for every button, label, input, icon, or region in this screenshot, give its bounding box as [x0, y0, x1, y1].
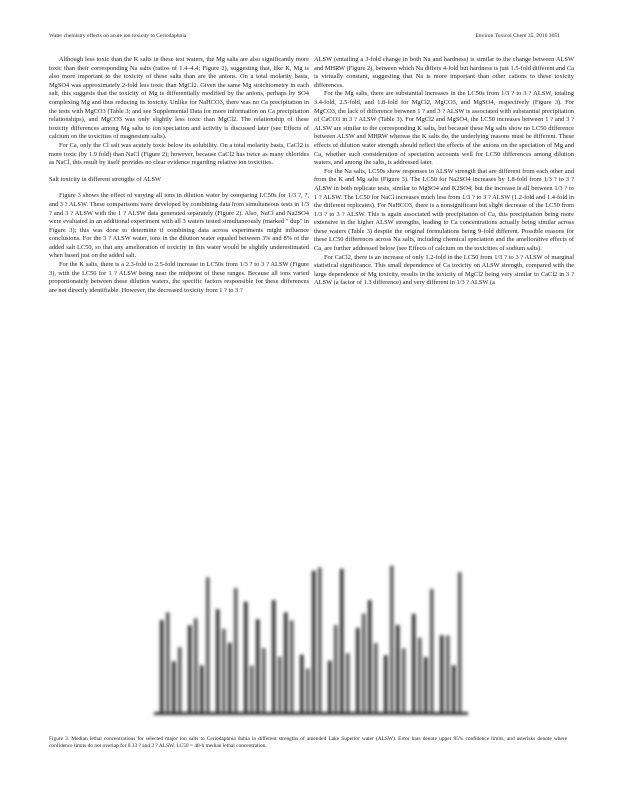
paragraph: For the Mg salts, there are substantial increases in the LC50s from 1/3 ? to 3 ? ALSW, totaling 3.4-fold, 2.5-fold, and 1.8-fold for MgCl2, MgCO3, and MgSO4, respectively (Figure 3). For MgCO3, the lack of difference between 1 ? and 3 ? ALSW is associated with substantial precipitation of CaCO3 in 3 ? ALSW (Table 3). For MgCl2 and MgSO4, the LC50 increases between 1 ? and 3 ? ALSW are similar to the corresponding K salts, but because these Mg salts show no LC50 difference between ALSW and MHRW whereas the K salts do, the underlying reasons must be different. These effects of dilution water strength should reflect the effects of the anions on the speciation of Mg and Ca, whether such consideration of speciation accounts well for LC50 differences among dilution waters, and among the salts, is addressed later.	[314, 90, 574, 167]
right-column	[314, 56, 574, 288]
left-column	[49, 56, 309, 295]
figure-bar-shape	[318, 567, 322, 714]
figure-bar-shape	[194, 618, 198, 714]
figure-bar-shape	[384, 655, 388, 714]
figure-bar-shape	[178, 647, 182, 714]
figure-bar-shape	[430, 589, 434, 714]
paragraph: Figure 3 shows the effect of varying all ions in dilution water by comparing LC50s for 1/3 ?, ?, and 3 ? ALSW. These comparisons were developed by combining data from simultaneous tests in 1/3 ? and 3 ? ALSW with the 1 ? ALSW data generated separately (Figure 2). Also, NaCl and Na2SO4 were evaluated in an additional experiment with all 3 waters tested simultaneously (marked " dup" in Figure 3); this was done to determine if combining data across experiments might influence conclusions. For the 3 ? ALSW water, ions in the dilution water equaled between 3% and 8% of the added salt LC50, so that any amelioration of toxicity in this water would be slightly underestimated when based just on the added salt.	[49, 192, 309, 260]
figure-bar-shape	[234, 588, 238, 714]
figure-bar-shape	[284, 612, 288, 714]
figure-bar-shape	[374, 643, 378, 714]
figure-bar-shape	[250, 666, 254, 714]
figure-bar-shape	[228, 643, 232, 714]
figure-bar-shape	[160, 620, 164, 714]
figure-bar-shape	[206, 577, 210, 714]
figure-bar-shape	[244, 602, 248, 714]
figure-bar-shape	[278, 657, 282, 714]
figure-bar-shape	[306, 668, 310, 714]
running-header-title: Water chemistry effects on acute ion toxicity to Ceriodaphnia	[49, 33, 187, 39]
figure-bar-shape	[200, 665, 204, 714]
figure-bar-shape	[424, 657, 428, 714]
figure-3-chart-image	[150, 546, 472, 720]
figure-bar-shape	[312, 571, 316, 714]
figure-bar-shape	[340, 569, 344, 714]
figure-bar-shape	[458, 572, 462, 714]
figure-bar-shape	[418, 638, 422, 714]
figure-bar-shape	[440, 635, 444, 714]
figure-bar-shape	[216, 609, 220, 714]
figure-caption: Figure 3. Median lethal concentrations for selected major ion salts to Ceriodaphnia dubia in different strengths of amended Lake Superior water (ALSW). Error bars denote upper 95% confidence limits, and asterisks denote where confidence limits do not overlap for 0.33 ? and 3 ? ALSW. LC50 = 48-h median lethal concentration.	[49, 736, 567, 750]
figure-bar-shape	[402, 648, 406, 714]
figure-bar-shape	[412, 614, 416, 714]
paragraph: For Ca, only the Cl salt was acutely toxic below its solubility. On a total molarity basis, CaCl2 is more toxic (by 1.9 fold) than NaCl (Figure 2); however, because CaCl2 has twice as many chlorides as NaCl, this result by itself provides no clear evidence regarding relative ion toxicities.	[49, 141, 309, 167]
figure-bar-shape	[446, 635, 450, 714]
paragraph: Although less toxic than the K salts in these test waters, the Mg salts are also significantly more toxic than their corresponding Na salts (ratios of 1.4–4.4; Figure 2), suggesting that, like K, Mg is also more important to the toxicity of these salts than are the anions. On a total molarity basis, MgSO4 was approximately 2-fold less toxic than MgCl2. Given the same Mg stoichiometry in each salt, this suggests that the toxicity of Mg is differentially modified by the anions, perhaps by SO4 complexing Mg and thus reducing its toxicity. Unlike for NaHCO3, there was no Ca precipitation in the tests with MgCO3 (Table 3; and see Supplemental Data for more information on Ca precipitation relationships), and MgCO3 was only slightly less toxic than MgCl2. The relationship of these toxicity differences among Mg salts to ion speciation and activity is discussed later (see Effects of calcium on the toxicities of magnesium salts).	[49, 56, 309, 141]
figure-bar-shape	[300, 655, 304, 714]
paragraph: For CaCl2, there is an increase of only 1.2-fold in the LC50 from 1/3 ? to 3 ? ALSW of marginal statistical significance. This small dependence of Ca toxicity on ALSW strength, compared with the large dependence of Mg toxicity, results in the toxicity of MgCl2 being very similar to CaCl2 in 3 ? ALSW (a factor of 1.3 difference) and very different in 1/3 ? ALSW (a	[314, 253, 574, 287]
figure-bar-shape	[396, 625, 400, 714]
paragraph: For the Na salts, LC50s show responses to ALSW strength that are different from each other and from the K and Mg salts (Figure 3). The LC50 for Na2SO4 increases by 1.8-fold from 1/3 ? to 3 ? ALSW in both replicate tests, similar to MgSO4 and K2SO4; but the increase is all between 1/3 ? to 1 ? ALSW. The LC50 for NaCl increases much less from 1/3 ? to 3 ? ALSW (1.2-fold and 1.4-fold in the different replicates). For NaHCO3, there is a nonsignificant but slight decrease of the LC50 from 1/3 ? to 3 ? ALSW. This is again associated with precipitation of Ca, this precipitation being more extensive in the higher ALSW strengths, leading to Ca concentrations actually being similar across these waters (Table 3) despite the original formulations being 9-fold different. Possible reasons for these LC50 differences across Na salts, including chemical speciation and the ameliorative effects of Ca, are further addressed below (see Effects of calcium on the toxicities of sodium salts).	[314, 167, 574, 253]
figure-bar-shape	[390, 566, 394, 714]
figure-bar-shape	[262, 648, 266, 714]
figure-bar-shape	[328, 661, 332, 714]
figure-bar-shape	[368, 600, 372, 714]
figure-bar-shape	[334, 625, 338, 714]
figure-bar-shape	[290, 620, 294, 714]
figure-axis-line	[154, 712, 468, 715]
figure-bar-shape	[362, 613, 366, 714]
figure-bar-shape	[172, 661, 176, 714]
figure-bar-shape	[256, 619, 260, 714]
figure-bar-shape	[188, 625, 192, 714]
figure-bar-shape	[346, 653, 350, 714]
section-heading: Salt toxicity in different strengths of ALSW	[49, 175, 162, 183]
figure-bar-shape	[356, 628, 360, 714]
running-header-journal: Environ Toxicol Chem 35, 2016 3051	[475, 33, 560, 39]
figure-bar-shape	[166, 612, 170, 714]
figure-bar-shape	[222, 629, 226, 714]
paragraph: For the K salts, there is a 2.3-fold to 2.5-fold increase in LC50s from 1/3 ? to 3 ? ALSW (Figure 3), with the LC50 for 1 ? ALSW being near the midpoint of these ranges. Because all ions varied proportionately between these dilution waters, the specific factors responsible for these differences are not directly identifiable. However, the decreased toxicity from 1 ? to 3 ?	[49, 261, 309, 294]
figure-bar-shape	[452, 665, 456, 714]
figure-bar-shape	[272, 600, 276, 714]
paragraph: ALSW (entailing a 3-fold change in both Na and hardness) is similar to the change between ALSW and MHRW (Figure 2), between which Na differs 4-fold but hardness is just 1.5-fold different and Ca is virtually constant, suggesting that Na is more important than other cations to these toxicity differences.	[314, 56, 574, 89]
